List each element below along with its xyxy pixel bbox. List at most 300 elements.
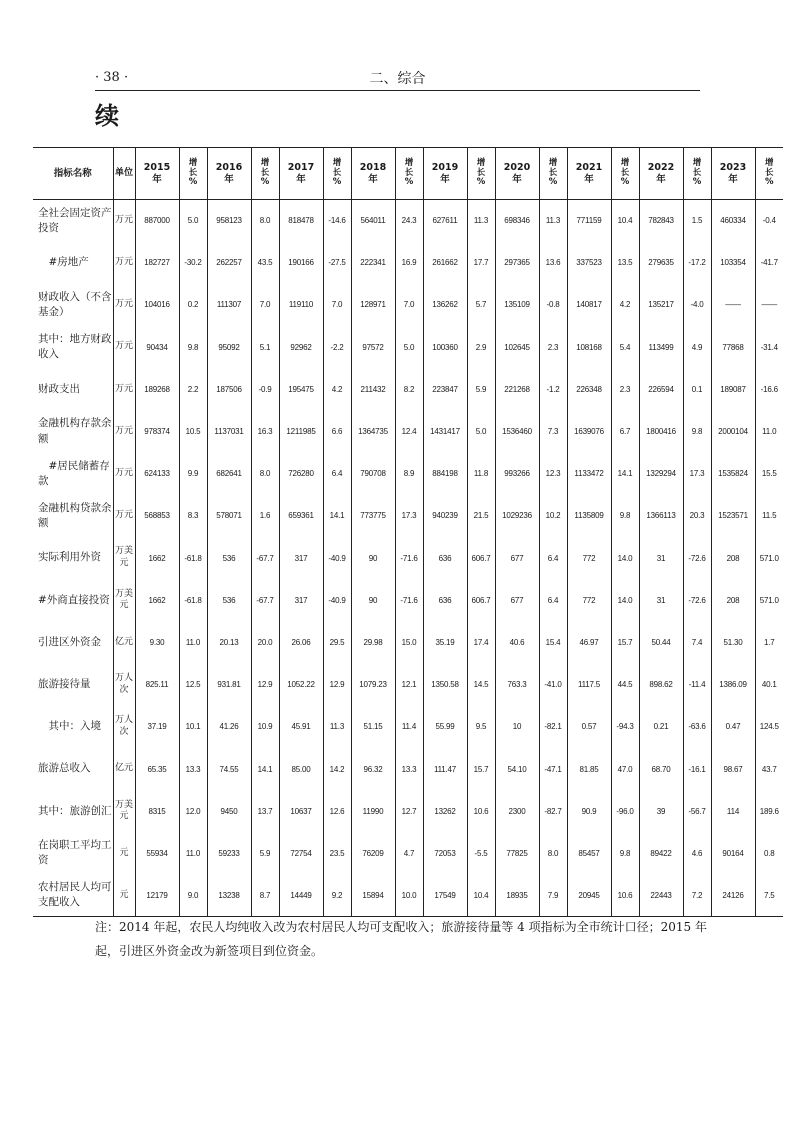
growth-cell: -30.2 — [179, 242, 207, 284]
growth-cell: -71.6 — [395, 579, 423, 621]
indicator-name: 旅游接待量 — [38, 678, 91, 691]
value-cell: 627611 — [423, 200, 467, 242]
indicator-name: #房地产 — [38, 256, 89, 269]
growth-cell: 4.7 — [395, 832, 423, 874]
growth-cell: 1.6 — [251, 495, 279, 537]
value-cell: 226348 — [567, 368, 611, 410]
indicator-name: 旅游总收入 — [38, 762, 91, 775]
value-cell: 13262 — [423, 790, 467, 832]
value-cell: 782843 — [639, 200, 683, 242]
table-row — [33, 664, 783, 706]
table-header-row — [33, 148, 783, 200]
value-cell: 72754 — [279, 832, 323, 874]
value-cell: 90434 — [135, 326, 179, 368]
indicator-unit: 万元 — [113, 242, 135, 284]
value-cell: 1052.22 — [279, 664, 323, 706]
growth-cell: 7.4 — [683, 621, 711, 663]
indicator-name: 其中：地方财政收入 — [38, 332, 112, 361]
growth-cell: -16.1 — [683, 748, 711, 790]
growth-cell: 9.5 — [467, 706, 495, 748]
value-cell: 677 — [495, 579, 539, 621]
value-cell: 698346 — [495, 200, 539, 242]
value-cell: 72053 — [423, 832, 467, 874]
growth-cell: 11.3 — [323, 706, 351, 748]
value-cell: 81.85 — [567, 748, 611, 790]
growth-cell: 2.9 — [467, 326, 495, 368]
footnote: 注：2014 年起，农民人均纯收入改为农村居民人均可支配收入；旅游接待量等 4 项指标为全市统计口径；2015 年起，引进区外资金改为新签项目到位资金。 — [95, 920, 707, 958]
value-cell: 37.19 — [135, 706, 179, 748]
value-cell: 9.30 — [135, 621, 179, 663]
growth-cell: 40.1 — [755, 664, 783, 706]
indicator-name: 财政收入（不含基金） — [38, 290, 112, 318]
table-row — [33, 748, 783, 790]
value-cell: 208 — [711, 537, 755, 579]
growth-cell: 10.0 — [395, 875, 423, 917]
value-cell: 90164 — [711, 832, 755, 874]
value-cell: 772 — [567, 579, 611, 621]
value-cell: 958123 — [207, 200, 251, 242]
growth-cell: -2.2 — [323, 326, 351, 368]
growth-cell: 606.7 — [467, 537, 495, 579]
value-cell: 189268 — [135, 368, 179, 410]
page-number: · 38 · — [95, 70, 129, 85]
growth-cell: 7.0 — [323, 284, 351, 326]
column-header-growth: 增 长 % — [467, 148, 495, 200]
growth-cell: 9.0 — [179, 875, 207, 917]
growth-cell: 13.3 — [395, 748, 423, 790]
value-cell: 41.26 — [207, 706, 251, 748]
growth-cell: 10.6 — [467, 790, 495, 832]
table-row — [33, 790, 783, 832]
value-cell: 2000104 — [711, 410, 755, 452]
growth-cell: -72.6 — [683, 579, 711, 621]
value-cell: 636 — [423, 537, 467, 579]
growth-cell: 21.5 — [467, 495, 495, 537]
indicator-name: #居民储蓄存款 — [38, 459, 110, 487]
indicator-unit: 亿元 — [113, 748, 135, 790]
continued-label: 续 — [95, 101, 119, 130]
growth-cell: -40.9 — [323, 579, 351, 621]
value-cell: 1364735 — [351, 410, 395, 452]
growth-cell: 2.3 — [611, 368, 639, 410]
indicator-unit: 万美元 — [113, 537, 135, 579]
table-row — [33, 579, 783, 621]
growth-cell: 17.4 — [467, 621, 495, 663]
indicator-name: 全社会固定资产投资 — [38, 206, 112, 234]
value-cell: 90 — [351, 579, 395, 621]
growth-cell: 11.0 — [755, 410, 783, 452]
indicator-unit: 元 — [113, 875, 135, 917]
indicator-unit: 万元 — [113, 453, 135, 495]
column-header-growth: 增 长 % — [611, 148, 639, 200]
growth-cell: 13.6 — [539, 242, 567, 284]
value-cell: 77825 — [495, 832, 539, 874]
growth-cell: 6.7 — [611, 410, 639, 452]
value-cell: 46.97 — [567, 621, 611, 663]
growth-cell: 13.3 — [179, 748, 207, 790]
growth-cell: 0.1 — [683, 368, 711, 410]
growth-cell: 14.1 — [323, 495, 351, 537]
value-cell: 1662 — [135, 537, 179, 579]
growth-cell: 10.9 — [251, 706, 279, 748]
growth-cell: 11.8 — [467, 453, 495, 495]
column-header-growth: 增 长 % — [539, 148, 567, 200]
value-cell: 1535824 — [711, 453, 755, 495]
value-cell: 1523571 — [711, 495, 755, 537]
value-cell: 92962 — [279, 326, 323, 368]
indicator-unit: 万人次 — [113, 664, 135, 706]
value-cell: 128971 — [351, 284, 395, 326]
column-header-unit: 单位 — [113, 148, 135, 200]
column-header-growth: 增 长 % — [755, 148, 783, 200]
column-header-year: 2018 年 — [351, 148, 395, 200]
column-header-year: 2016 年 — [207, 148, 251, 200]
growth-cell: 9.8 — [611, 495, 639, 537]
growth-cell: 12.1 — [395, 664, 423, 706]
indicator-name: 农村居民人均可支配收入 — [33, 875, 113, 917]
value-cell: 29.98 — [351, 621, 395, 663]
column-header-year: 2023 年 — [711, 148, 755, 200]
growth-cell: -4.0 — [683, 284, 711, 326]
growth-cell: 8.3 — [179, 495, 207, 537]
growth-cell: 12.0 — [179, 790, 207, 832]
value-cell: 536 — [207, 579, 251, 621]
growth-cell: 8.0 — [251, 200, 279, 242]
growth-cell: 14.1 — [611, 453, 639, 495]
table-row — [33, 875, 783, 917]
indicator-unit: 万元 — [113, 495, 135, 537]
growth-cell: -56.7 — [683, 790, 711, 832]
growth-cell: 0.8 — [755, 832, 783, 874]
value-cell: 1662 — [135, 579, 179, 621]
growth-cell: 10.1 — [179, 706, 207, 748]
value-cell: 68.70 — [639, 748, 683, 790]
value-cell: 0.21 — [639, 706, 683, 748]
value-cell: 211432 — [351, 368, 395, 410]
value-cell: 102645 — [495, 326, 539, 368]
value-cell: 1366113 — [639, 495, 683, 537]
value-cell: 89422 — [639, 832, 683, 874]
table-row — [33, 326, 783, 368]
growth-cell: 11.0 — [179, 832, 207, 874]
value-cell: 18935 — [495, 875, 539, 917]
value-cell: 636 — [423, 579, 467, 621]
value-cell: 317 — [279, 579, 323, 621]
value-cell: 11990 — [351, 790, 395, 832]
value-cell: 95092 — [207, 326, 251, 368]
indicator-name: 在岗职工平均工资 — [38, 839, 112, 867]
value-cell: 100360 — [423, 326, 467, 368]
value-cell: 8315 — [135, 790, 179, 832]
value-cell: 55.99 — [423, 706, 467, 748]
indicator-name: 财政支出 — [38, 382, 80, 395]
value-cell: 1117.5 — [567, 664, 611, 706]
growth-cell: 14.0 — [611, 579, 639, 621]
value-cell: 51.30 — [711, 621, 755, 663]
value-cell: 790708 — [351, 453, 395, 495]
growth-cell: 124.5 — [755, 706, 783, 748]
growth-cell: -82.1 — [539, 706, 567, 748]
growth-cell: 6.4 — [539, 537, 567, 579]
growth-cell: 8.0 — [539, 832, 567, 874]
value-cell: 195475 — [279, 368, 323, 410]
indicator-unit: 万元 — [113, 410, 135, 452]
growth-cell: 571.0 — [755, 579, 783, 621]
growth-cell: 15.0 — [395, 621, 423, 663]
value-cell: 898.62 — [639, 664, 683, 706]
indicator-name: 引进区外资金 — [38, 635, 101, 648]
indicator-unit: 亿元 — [113, 621, 135, 663]
growth-cell: -0.4 — [755, 200, 783, 242]
value-cell: 35.19 — [423, 621, 467, 663]
value-cell: 85457 — [567, 832, 611, 874]
value-cell: 1639076 — [567, 410, 611, 452]
growth-cell: 4.2 — [323, 368, 351, 410]
growth-cell: 15.5 — [755, 453, 783, 495]
growth-cell: -96.0 — [611, 790, 639, 832]
value-cell: 190166 — [279, 242, 323, 284]
value-cell: 2300 — [495, 790, 539, 832]
growth-cell: 9.8 — [179, 326, 207, 368]
value-cell: 90.9 — [567, 790, 611, 832]
value-cell: 113499 — [639, 326, 683, 368]
growth-cell: 12.9 — [323, 664, 351, 706]
value-cell: 0.57 — [567, 706, 611, 748]
value-cell: 337523 — [567, 242, 611, 284]
growth-cell: -47.1 — [539, 748, 567, 790]
growth-cell: 6.4 — [539, 579, 567, 621]
value-cell: 136262 — [423, 284, 467, 326]
growth-cell: 8.7 — [251, 875, 279, 917]
growth-cell: 15.7 — [467, 748, 495, 790]
value-cell: 26.06 — [279, 621, 323, 663]
growth-cell: -67.7 — [251, 579, 279, 621]
growth-cell: 16.3 — [251, 410, 279, 452]
value-cell: 1211985 — [279, 410, 323, 452]
growth-cell: 10.5 — [179, 410, 207, 452]
value-cell: 940239 — [423, 495, 467, 537]
value-cell: 772 — [567, 537, 611, 579]
growth-cell: 20.3 — [683, 495, 711, 537]
growth-cell: —— — [755, 284, 783, 326]
value-cell: 677 — [495, 537, 539, 579]
value-cell: 1386.09 — [711, 664, 755, 706]
growth-cell: 14.2 — [323, 748, 351, 790]
value-cell: 9450 — [207, 790, 251, 832]
growth-cell: 2.2 — [179, 368, 207, 410]
column-header-year: 2017 年 — [279, 148, 323, 200]
table-row — [33, 368, 783, 410]
growth-cell: 5.0 — [179, 200, 207, 242]
value-cell: 297365 — [495, 242, 539, 284]
value-cell: 98.67 — [711, 748, 755, 790]
growth-cell: 11.0 — [179, 621, 207, 663]
value-cell: 45.91 — [279, 706, 323, 748]
column-header-growth: 增 长 % — [323, 148, 351, 200]
value-cell: 931.81 — [207, 664, 251, 706]
value-cell: 74.55 — [207, 748, 251, 790]
value-cell: 140817 — [567, 284, 611, 326]
growth-cell: 11.3 — [539, 200, 567, 242]
growth-cell: 189.6 — [755, 790, 783, 832]
value-cell: —— — [711, 284, 755, 326]
value-cell: 1431417 — [423, 410, 467, 452]
table-row — [33, 832, 783, 874]
growth-cell: 571.0 — [755, 537, 783, 579]
value-cell: 96.32 — [351, 748, 395, 790]
value-cell: 189087 — [711, 368, 755, 410]
column-header-year: 2022 年 — [639, 148, 683, 200]
value-cell: 10637 — [279, 790, 323, 832]
value-cell: 14449 — [279, 875, 323, 917]
growth-cell: 7.5 — [755, 875, 783, 917]
growth-cell: -1.2 — [539, 368, 567, 410]
growth-cell: 4.9 — [683, 326, 711, 368]
value-cell: 568853 — [135, 495, 179, 537]
growth-cell: 4.6 — [683, 832, 711, 874]
value-cell: 279635 — [639, 242, 683, 284]
growth-cell: -5.5 — [467, 832, 495, 874]
page-header — [95, 70, 700, 91]
value-cell: 1133472 — [567, 453, 611, 495]
growth-cell: 7.0 — [395, 284, 423, 326]
growth-cell: 12.3 — [539, 453, 567, 495]
value-cell: 13238 — [207, 875, 251, 917]
growth-cell: 8.0 — [251, 453, 279, 495]
indicator-name: 金融机构贷款余额 — [38, 501, 112, 529]
growth-cell: 9.8 — [683, 410, 711, 452]
growth-cell: 14.0 — [611, 537, 639, 579]
value-cell: 578071 — [207, 495, 251, 537]
value-cell: 818478 — [279, 200, 323, 242]
growth-cell: 8.2 — [395, 368, 423, 410]
growth-cell: 4.2 — [611, 284, 639, 326]
growth-cell: 47.0 — [611, 748, 639, 790]
indicator-unit: 万人次 — [113, 706, 135, 748]
value-cell: 223847 — [423, 368, 467, 410]
column-header-growth: 增 长 % — [179, 148, 207, 200]
value-cell: 54.10 — [495, 748, 539, 790]
value-cell: 119110 — [279, 284, 323, 326]
growth-cell: 1.7 — [755, 621, 783, 663]
growth-cell: 5.7 — [467, 284, 495, 326]
indicator-unit: 万美元 — [113, 579, 135, 621]
indicator-unit: 万元 — [113, 284, 135, 326]
growth-cell: 29.5 — [323, 621, 351, 663]
growth-cell: 2.3 — [539, 326, 567, 368]
value-cell: 978374 — [135, 410, 179, 452]
growth-cell: 9.2 — [323, 875, 351, 917]
growth-cell: -41.7 — [755, 242, 783, 284]
value-cell: 208 — [711, 579, 755, 621]
growth-cell: 14.5 — [467, 664, 495, 706]
growth-cell: 10.4 — [467, 875, 495, 917]
column-header-year: 2015 年 — [135, 148, 179, 200]
value-cell: 10 — [495, 706, 539, 748]
value-cell: 1350.58 — [423, 664, 467, 706]
indicator-name: 金融机构存款余额 — [38, 417, 112, 445]
value-cell: 20.13 — [207, 621, 251, 663]
growth-cell: 7.3 — [539, 410, 567, 452]
growth-cell: 11.5 — [755, 495, 783, 537]
growth-cell: 5.0 — [467, 410, 495, 452]
table-row — [33, 621, 783, 663]
growth-cell: -61.8 — [179, 579, 207, 621]
value-cell: 682641 — [207, 453, 251, 495]
growth-cell: 23.5 — [323, 832, 351, 874]
value-cell: 104016 — [135, 284, 179, 326]
value-cell: 108168 — [567, 326, 611, 368]
value-cell: 884198 — [423, 453, 467, 495]
value-cell: 624133 — [135, 453, 179, 495]
value-cell: 20945 — [567, 875, 611, 917]
growth-cell: 12.7 — [395, 790, 423, 832]
indicator-name: #外商直接投资 — [38, 593, 110, 606]
growth-cell: 14.1 — [251, 748, 279, 790]
value-cell: 222341 — [351, 242, 395, 284]
growth-cell: -31.4 — [755, 326, 783, 368]
growth-cell: -41.0 — [539, 664, 567, 706]
growth-cell: 16.9 — [395, 242, 423, 284]
growth-cell: 10.6 — [611, 875, 639, 917]
value-cell: 1536460 — [495, 410, 539, 452]
value-cell: 39 — [639, 790, 683, 832]
value-cell: 22443 — [639, 875, 683, 917]
growth-cell: 13.7 — [251, 790, 279, 832]
growth-cell: -27.5 — [323, 242, 351, 284]
growth-cell: -71.6 — [395, 537, 423, 579]
value-cell: 77868 — [711, 326, 755, 368]
table-row — [33, 495, 783, 537]
value-cell: 773775 — [351, 495, 395, 537]
value-cell: 182727 — [135, 242, 179, 284]
column-header-growth: 增 长 % — [395, 148, 423, 200]
growth-cell: 15.7 — [611, 621, 639, 663]
growth-cell: -17.2 — [683, 242, 711, 284]
growth-cell: 5.0 — [395, 326, 423, 368]
value-cell: 12179 — [135, 875, 179, 917]
growth-cell: 11.4 — [395, 706, 423, 748]
value-cell: 317 — [279, 537, 323, 579]
value-cell: 114 — [711, 790, 755, 832]
value-cell: 536 — [207, 537, 251, 579]
indicator-unit: 万美元 — [113, 790, 135, 832]
indicator-name: 实际利用外资 — [38, 551, 101, 564]
value-cell: 135109 — [495, 284, 539, 326]
value-cell: 103354 — [711, 242, 755, 284]
growth-cell: 7.9 — [539, 875, 567, 917]
growth-cell: 11.3 — [467, 200, 495, 242]
growth-cell: 10.4 — [611, 200, 639, 242]
column-header-year: 2020 年 — [495, 148, 539, 200]
value-cell: 24126 — [711, 875, 755, 917]
indicator-unit: 万元 — [113, 200, 135, 242]
growth-cell: 0.2 — [179, 284, 207, 326]
growth-cell: 6.6 — [323, 410, 351, 452]
growth-cell: -67.7 — [251, 537, 279, 579]
column-header-name: 指标名称 — [33, 148, 113, 200]
growth-cell: 12.4 — [395, 410, 423, 452]
value-cell: 15894 — [351, 875, 395, 917]
value-cell: 31 — [639, 537, 683, 579]
value-cell: 1329294 — [639, 453, 683, 495]
table-row — [33, 453, 783, 495]
value-cell: 17549 — [423, 875, 467, 917]
value-cell: 226594 — [639, 368, 683, 410]
value-cell: 0.47 — [711, 706, 755, 748]
value-cell: 221268 — [495, 368, 539, 410]
indicator-name: 其中：入境 — [38, 720, 101, 733]
